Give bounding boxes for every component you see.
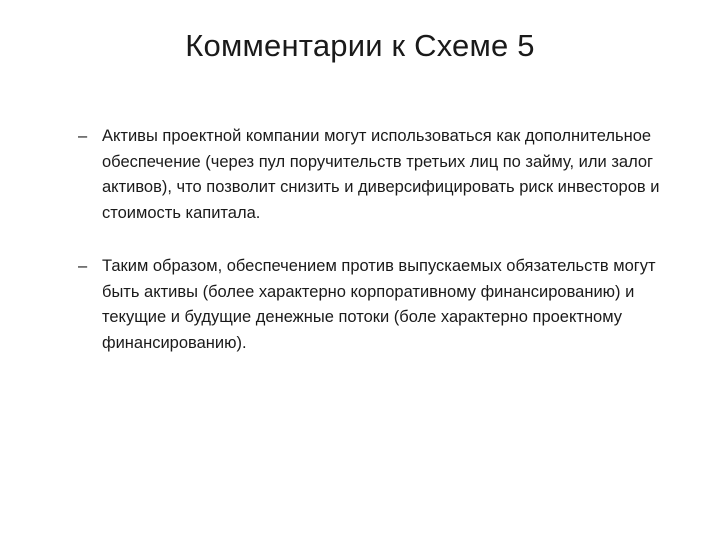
bullet-item <box>78 254 678 356</box>
bullet-text: Активы проектной компании могут использоваться как дополнительное обеспечение (через пул поручительств третьих лиц по займу, или залог активов), что позволит снизить и диверсифицировать риск инвесторов и стоимость капитала. <box>102 127 660 222</box>
bullet-list <box>78 124 678 384</box>
bullet-text: Таким образом, обеспечением против выпускаемых обязательств могут быть активы (более характерно корпоративному финансированию) и текущие и будущие денежные потоки (боле характерно проектному финансированию). <box>102 257 656 352</box>
bullet-item <box>78 124 678 226</box>
slide-title: Комментарии к Схеме 5 <box>185 28 535 63</box>
dash-bullet-icon: – <box>78 127 88 145</box>
dash-bullet-icon: – <box>78 257 88 275</box>
